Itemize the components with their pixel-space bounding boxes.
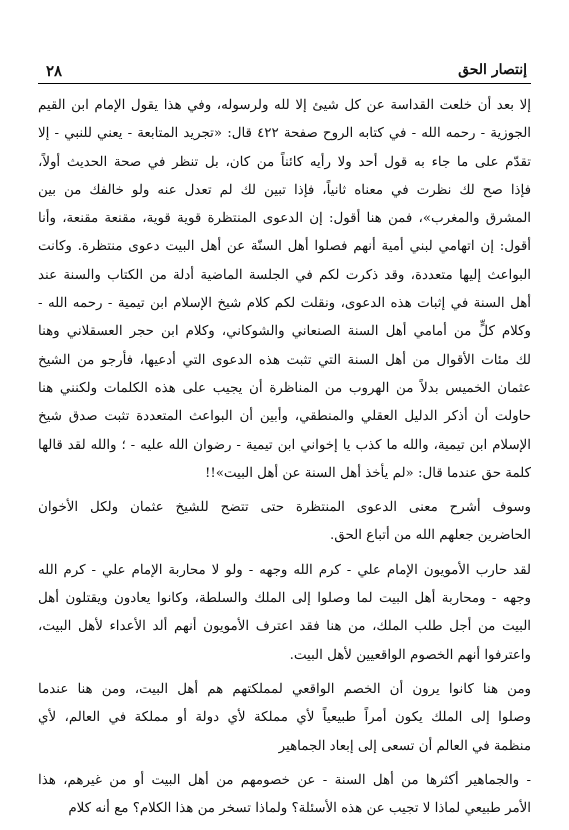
text-line: البيت من أجل طلب الملك، من هنا فقد اعترف الأمويون أنهم ألد الأعداء لأهل البيت، bbox=[38, 619, 531, 635]
text-line: المشرق والمغرب»، فمن هنا أقول: إن الدعوى المنتظرة قوية قوية، مقنعة مقنعة، وأنا bbox=[38, 211, 531, 227]
text-line: الجوزية - رحمه الله - في كتابه الروح صفحة ٤٢٢ قال: «تجريد المتابعة - يعني للنبي - إلا bbox=[38, 126, 531, 142]
text-line: تقدّم على ما جاء به قول أحد ولا رأيه كائناً من كان، بل تنظر في صحة الحديث أولاً، bbox=[38, 154, 531, 170]
text-line: فإذا صح لك نظرت في معناه ثانياً، فإذا تبين لك لم تعدل عنه ولو خالفك من بين bbox=[38, 182, 531, 198]
text-line: وسوف أشرح معنى الدعوى المنتظرة حتى تتضح للشيخ عثمان ولكل الأخوان bbox=[38, 500, 531, 516]
header-rule bbox=[38, 83, 531, 84]
text-line: الأمر طبيعي لماذا لا تجيب عن هذه الأسئلة؟ ولماذا تسخر من هذا الكلام؟ مع أنه كلام bbox=[68, 801, 531, 817]
paragraph bbox=[38, 767, 531, 824]
text-line: أهل السنة في إثبات هذه الدعوى، ونقلت لكم كلام شيخ الإسلام ابن تيمية - رحمه الله - bbox=[38, 296, 531, 312]
text-line: أقول: إن اتهامي لبني أمية أنهم فصلوا أهل السنّة عن أهل البيت دعوى منتظرة. وكانت bbox=[38, 239, 531, 255]
text-line: لك مئات الأقوال من أهل السنة التي تثبت هذه الدعوى التي أدعيها، فأرجو من الشيخ bbox=[38, 352, 531, 368]
text-line: لقد حارب الأمويون الإمام علي - كرم الله وجهه - ولو لا محاربة الإمام علي - كرم الله bbox=[38, 562, 531, 578]
page-header bbox=[38, 58, 531, 84]
text-line: منظمة في العالم أن تسعى إلى إبعاد الجماهير bbox=[278, 738, 531, 754]
text-line: ومن هنا كانوا يرون أن الخصم الواقعي لمملكتهم هم أهل البيت، ومن هنا عندما bbox=[38, 681, 531, 697]
paragraph bbox=[38, 494, 531, 551]
page-number: ٢٨ bbox=[46, 62, 63, 80]
text-line: - والجماهير أكثرها من أهل السنة - عن خصومهم من أهل البيت أو من غيرهم، هذا bbox=[38, 772, 531, 788]
text-line: واعترفوا أنهم الخصوم الواقعيين لأهل البيت. bbox=[289, 647, 531, 663]
paragraph bbox=[38, 92, 531, 488]
text-line: وصلوا إلى الملك يكون أمراً طبيعياً لأي مملكة لأي دولة أو مملكة في العالم، لأي bbox=[38, 710, 531, 726]
paragraph bbox=[38, 557, 531, 670]
text-line: الإسلام ابن تيمية، والله ما كذب يا إخواني ابن تيمية - رضوان الله عليه - ؛ والله لقد قالها bbox=[38, 437, 531, 453]
text-line: إلا بعد أن خلعت القداسة عن كل شيئ إلا لله ولرسوله، وفي هذا يقول الإمام ابن القيم bbox=[38, 98, 531, 113]
text-line: الحاضرين جعلهم الله من أتباع الحق. bbox=[330, 528, 531, 544]
text-line: وجهه - ومحاربة أهل البيت لما وصلوا إلى الملك والسلطة، وكانوا يعادون ويقتلون أهل bbox=[38, 591, 531, 607]
paragraph bbox=[38, 676, 531, 761]
text-line: وكلام كلٍّ من أمامي أهل السنة الصنعاني والشوكاني، وكلام ابن حجر العسقلاني وهنا bbox=[38, 324, 531, 340]
text-line: حاولت أن أذكر الدليل العقلي والمنطقي، وأبين أن البواعث المتعددة تثبت صدق شيخ bbox=[38, 409, 531, 425]
text-line: عثمان الخميس بدلاً من الهروب من المناظرة أن يجيب على هذه الكلمات ولكنني هنا bbox=[38, 380, 531, 396]
running-title: إنتصار الحق bbox=[458, 62, 527, 78]
text-line: كلمة حق عندما قال: «لم يأخذ أهل السنة عن أهل البيت»!! bbox=[204, 465, 531, 481]
text-line: البواعث إليها متعددة، وقد ذكرت لكم في الجلسة الماضية أدلة من الكتاب والسنة عند bbox=[38, 267, 531, 283]
text-body bbox=[38, 92, 531, 823]
